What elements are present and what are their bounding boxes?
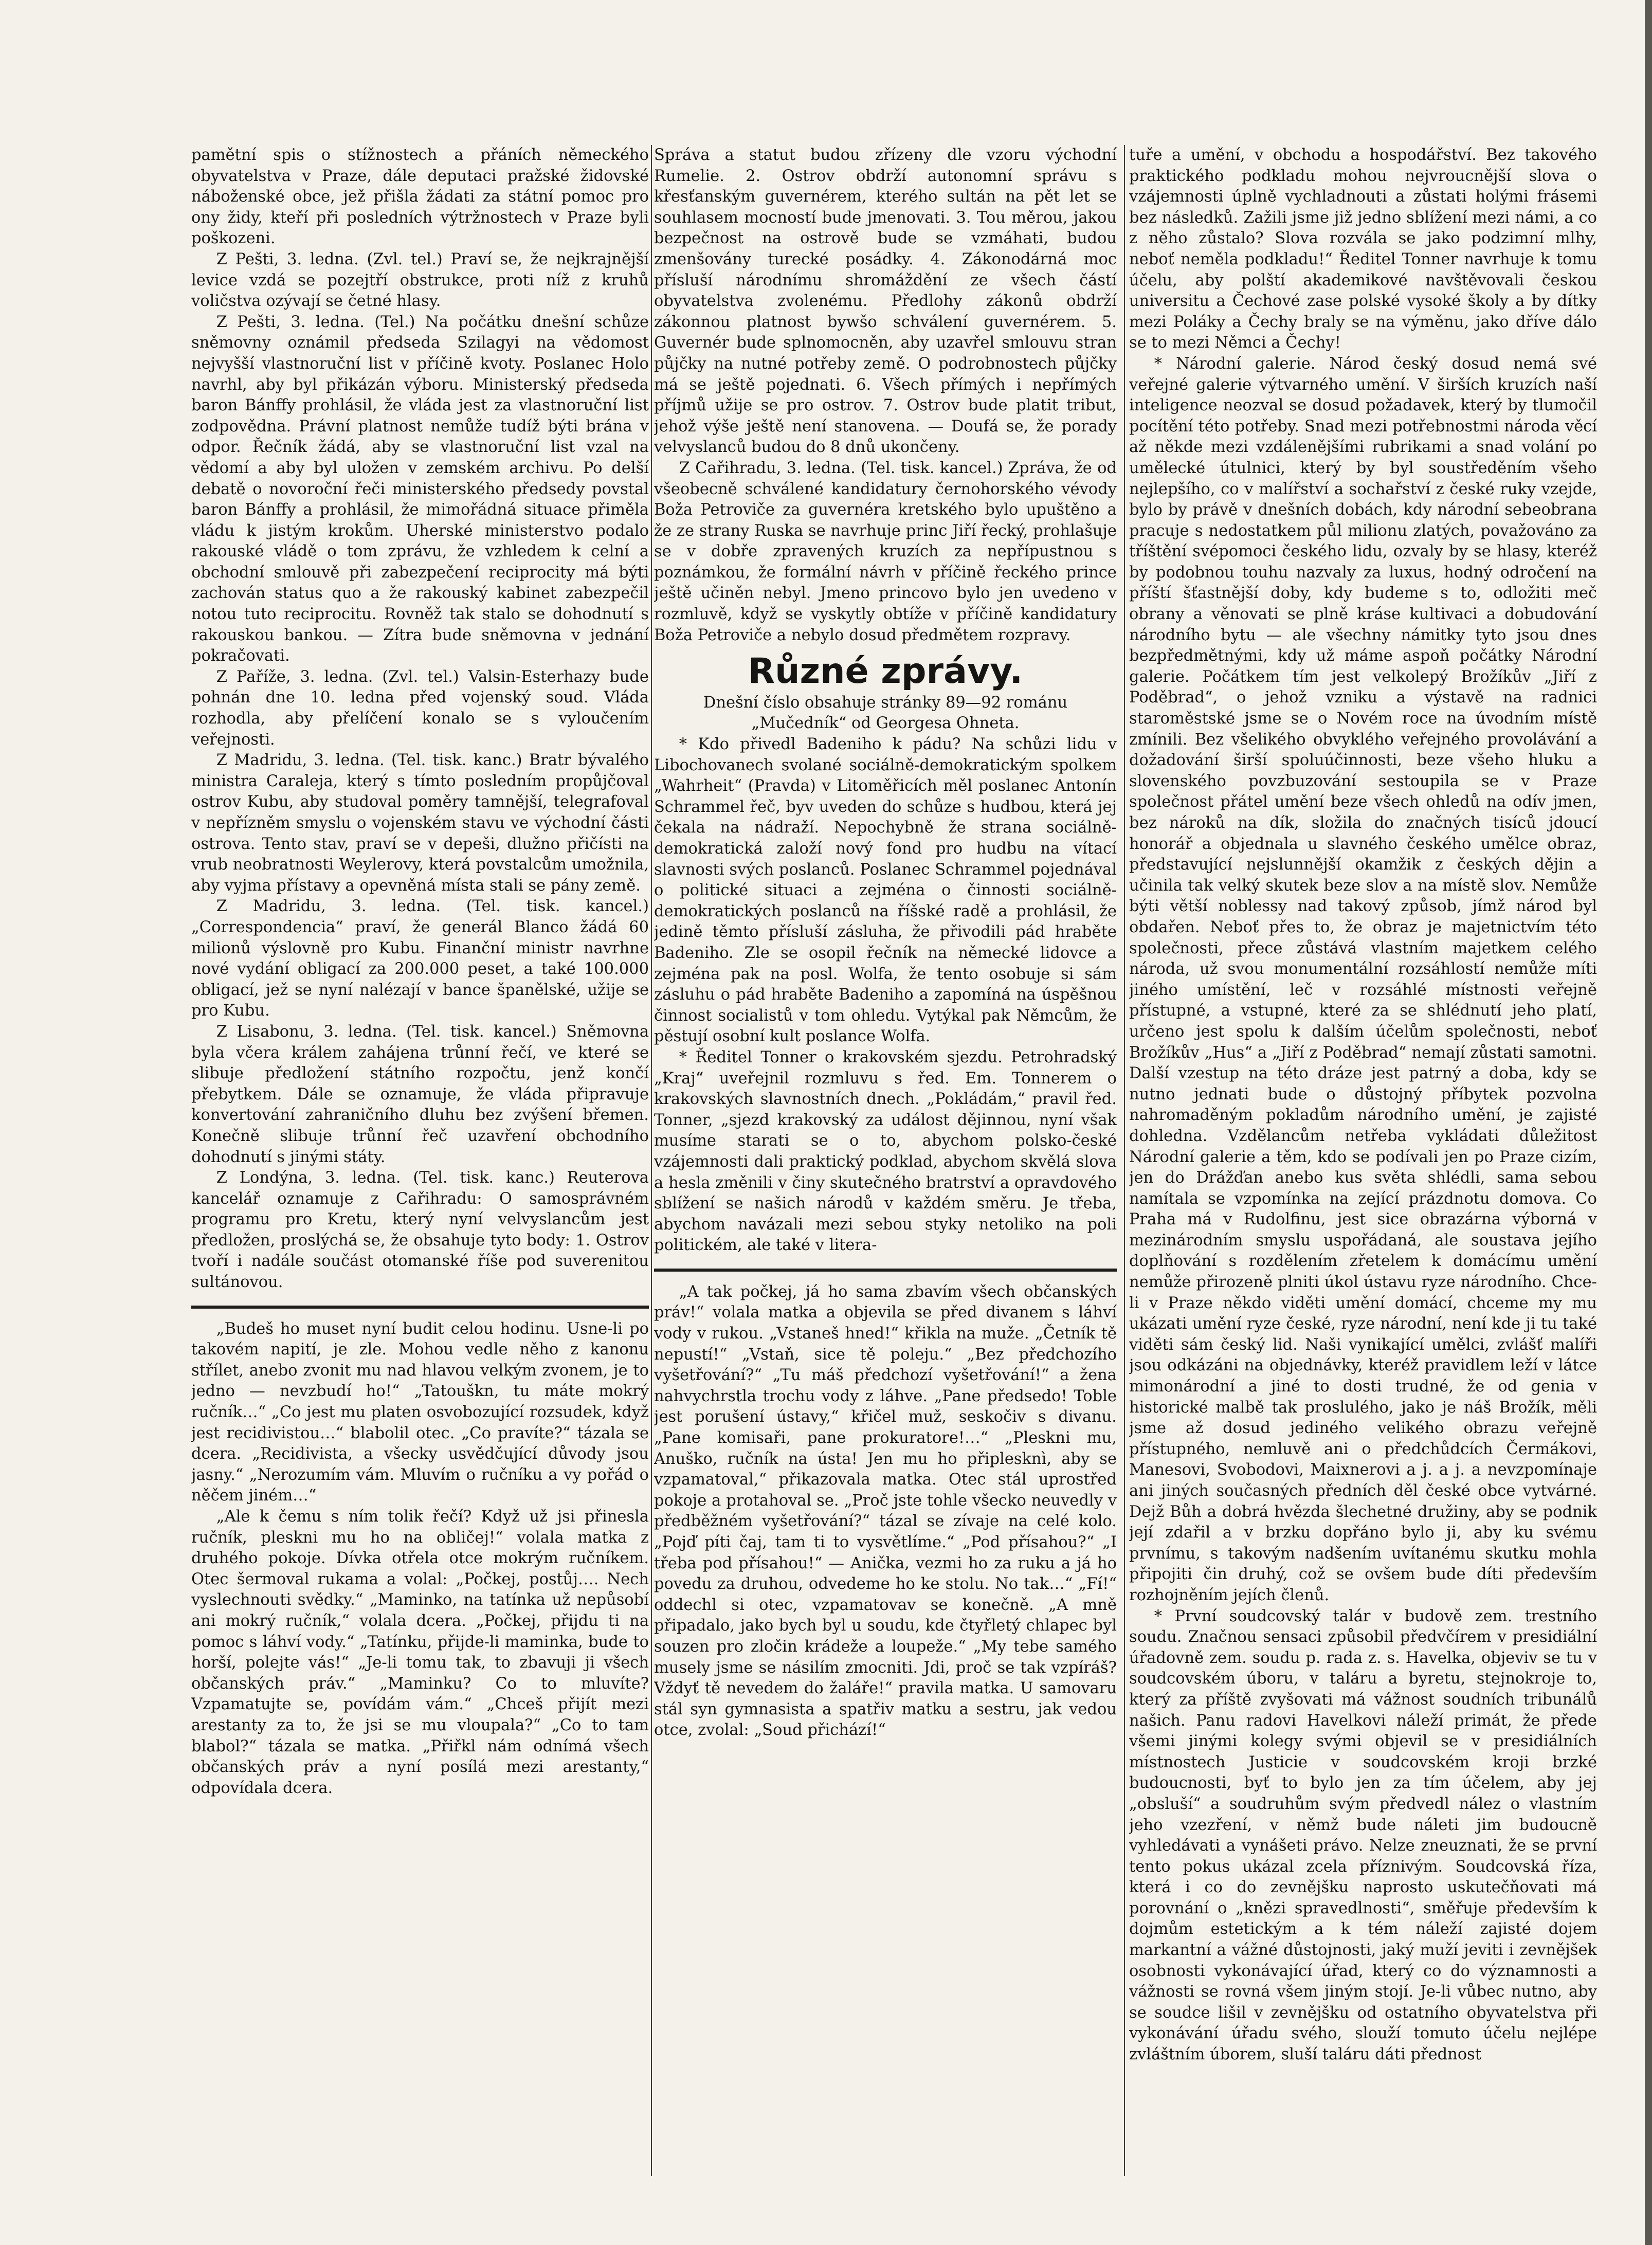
section-heading: Různé zprávy. (748, 651, 1023, 692)
news-tonner: * Ředitel Tonner o krakovském sjezdu. Petrohradský „Kraj“ uveřejnil rozmluvu s řed. Em. Tonnerem o krakovských slavnostních dnech. „Pokládám,“ pravil řed. Tonner, „sjezd krakovský za událost dějinnou, nyní však musíme starati se o to, abychom polsko-české vzájemnosti dali praktický podklad, abychom skvělá slova a hesla změnili v činy skutečného bratrství a opravdového sblížení se našich národů v každém směru. Je třeba, abychom navázali mezi sebou styky netoliko na poli politickém, ale také v litera- (654, 1048, 1117, 1255)
news-tonner-continued: tuře a umění, v obchodu a hospodářství. Bez takového praktického podkladu mohou nejvroucnější slova o vzájemnosti úplně vychladnouti a zůstati holými frásemi bez následků. Zažili jsme již jedno sblížení mezi námi, a co z něho zůstalo? Slova rozvála se jako podzimní mlhy, neboť neměla podkladu!“ Ředitel Tonner navrhuje k tomu účelu, aby polští akademikové navštěvovali českou universitu a Čechové zase polské vysoké školy a by dítky mezi Poláky a Čechy braly se na výměnu, jako dříve dálo se to mezi Němci a Čechy! (1129, 146, 1597, 352)
column-rule-left (651, 145, 652, 2176)
news-pariz: Z Paříže, 3. ledna. (Zvl. tel.) Valsin-Esterhazy bude pohnán dne 10. ledna před vojenský soud. Vláda rozhodla, aby přelíčení konalo se s vyloučením veřejnosti. (191, 667, 649, 749)
column-2 (654, 145, 1117, 2176)
news-madrid-1: Z Madridu, 3. ledna. (Tel. tisk. kanc.) Bratr bývalého ministra Caraleja, který s tímto posledním propůjčoval ostrov Kubu, aby studoval poměry tamnější, telegrafoval v nepřízněm smyslu o vojenském stavu ve východní části ostrova. Tento stav, praví se v depeši, dlužno přičísti na vrub neobratnosti Weylerovy, která povstalcům umožnila, aby vyjma přístavy a opevněná místa stali se pány země. (191, 751, 649, 895)
news-kreta-continued: Správa a statut budou zřízeny dle vzoru východní Rumelie. 2. Ostrov obdrží autonomní správu s křesťanským guvernérem, kterého sultán na pět let se souhlasem mocností bude jmenovati. 3. Tou měrou, jakou bezpečnost na ostrově bude se vzmáhati, budou zmenšovány turecké posádky. 4. Zákonodárná moc přísluší národnímu shromáždění ze všech částí obyvatelstva zvolenému. Předlohy zákonů obdrží zákonnou platnost bywšo schválení guvernérem. 5. Guvernér bude splnomocněn, aby uzavřel smlouvu stran půjčky na nutné potřeby země. O podrobnostech půjčky má se ještě pojednati. 6. Všech přímých i nepřímých příjmů užije se pro ostrov. 7. Ostrov bude platit tribut, jehož výše ještě není stanovena. — Doufá se, že porady velvyslanců budou do 8 dnů ukončeny. (654, 146, 1117, 457)
news-soudcovsky-talar: * První soudcovský talár v budově zem. trestního soudu. Značnou sensaci způsobil předvčírem v presidiální úřadovně zem. soudu p. rada z. s. Havelka, objeviv se tu v soudcovském úboru, v taláru a byretu, stejnokroje to, který za příště zvyšovati má vážnost soudních tribunálů našich. Panu radovi Havelkovi náleží primát, že přede všemi jinými kolegy svými objevil se v presidiálních místnostech Justicie v soudcovském kroji brzké budoucnosti, byť to bylo jen za tím účelem, aby jej „obsluší“ a soudruhům svým předvedl nález o vlastním jeho vzezření, v němž bude náleti jim budoucně vyhledávati a vynášeti právo. Nelze zneuznati, že se první tento pokus ukázal zcela příznivým. Soudcovská říza, která i co do zevnějšku naprosto uskutečňovati má porovnání o „knězi spravedlnosti“, směřuje především k dojmům estetickým a k tém náleží zajisté dojem markantní a vážné důstojnosti, jaký muží jeviti i zevnějšek osobnosti vykonávající úřad, který co do významnosti a vážnosti se rovná všem jiným stojí. Je-li vůbec nutno, aby se soudce lišil v zevnějšku od ostatního obyvatelstva při vykonávání úřadu svého, slouží tomuto účelu nejlépe zvláštním úborem, sluší taláru dáti přednost (1129, 1607, 1597, 2064)
feuilleton-separator (191, 1306, 649, 1309)
column-1 (191, 145, 649, 2176)
news-lisabon: Z Lisabonu, 3. ledna. (Tel. tisk. kancel.) Sněmovna byla včera králem zahájena trůnní řečí, ve které se slibuje předložení státního rozpočtu, jenž končí přebytkem. Dále se oznamuje, že vláda připravuje konvertování zahraničního dluhu bez zvýšení břemen. Konečně slibuje trůnní řeč uzavření obchodního dohodnutí s jinými státy. (191, 1022, 649, 1166)
feuilleton-text-2: „Ale k čemu s ním tolik řečí? Když už jsi přinesla ručník, pleskni mu ho na obličej!“ volala matka z druhého pokoje. Dívka otřela otce mokrým ručníkem. Otec šermoval rukama a volal: „Počkej, postůj…. Nech vyslechnouti svědky.“ „Maminko, na tatínka už nepůsobí ani mokrý ručník,“ volala dcera. „Počkej, přijdu ti na pomoc s láhví vody.“ „Tatínku, přijde-li maminka, bude to horší, polejte vás!“ „Je-li tomu tak, to zbavuji ji všech občanských práv.“ „Maminku? Co to mluvíte? Vzpamatujte se, povídám vám.“ „Chceš přijít mezi arestanty za to, že jsi se mu vloupala?“ „Co to tam blabol?“ tázala se matka. „Přiřkl nám odnímá všech občanských práv a nyní posílá mezi arestanty,“ odpovídala dcera. (191, 1508, 649, 1797)
news-badeni: * Kdo přivedl Badeniho k pádu? Na schůzi lidu v Libochovanech svolané sociálně-demokratickým spolkem „Wahrheit“ (Pravda) v Litoměřicích měl poslanec Antonín Schrammel řeč, byv uveden do schůze s hudbou, která jej čekala na nádraží. Nepochybně že strana sociálně-demokratická založí nový fond pro hudbu na vítací slavnosti svých poslanců. Poslanec Schrammel pojednával o politické situaci a zejména o činnosti sociálně-demokratických poslanců na říšské radě a prohlásil, že jedině těmto přísluší zásluha, že přivodili pád hraběte Badeniho. Zle se osopil řečník na německé lidovce a zejména pak na posl. Wolfa, že tento osobuje si sám zásluhu o pád hraběte Badeniho a zapomíná na úspěšnou činnost socialistů v tom ohledu. Vytýkal pak Němcům, že pěstují osobní kult poslance Wolfa. (654, 735, 1117, 1046)
column-3 (1129, 145, 1597, 2176)
novel-notice: Dnešní číslo obsahuje stránky 89—92 románu „Mučedník“ od Georgesa Ohneta. (703, 693, 1068, 733)
page-edge-shadow (1645, 0, 1652, 2245)
column-rule-right (1124, 145, 1125, 2176)
article-text: pamětní spis o stížnostech a přáních německého obyvatelstva v Praze, dále deputaci pražské židovské náboženské obce, jež přišla žádati za státní pomoc pro ony židy, kteří při posledních výtržnostech v Praze byli poškozeni. (191, 146, 649, 248)
news-londyn: Z Londýna, 3. ledna. (Tel. tisk. kanc.) Reuterova kancelář oznamuje z Cařihradu: O samosprávném programu pro Kretu, který nyní velvyslancům jest předložen, proslýchá se, že obsahuje tyto body: 1. Ostrov tvoří i nadále součást otomanské říše pod suverenitou sultánovou. (191, 1169, 649, 1292)
news-carihrad: Z Cařihradu, 3. ledna. (Tel. tisk. kancel.) Zpráva, že od všeobecně schválené kandidatury černohorského vévody Boža Petroviče za guvernéra kretského bylo upuštěno a že ze strany Ruska se navrhuje princ Jiří řecký, prohlašuje se v dobře zpravených kruzích za nepřípustnou s poznámkou, že formální návrh v příčině řeckého prince ještě učiněn nebyl. Jmeno princovo bylo jen uvedeno v rozmluvě, když se vyskytly obtíže v příčině kandidatury Boža Petroviče a nebylo dosud předmětem rozpravy. (654, 459, 1117, 644)
feuilleton-text-3: „A tak počkej, já ho sama zbavím všech občanských práv!“ volala matka a objevila se před divanem s láhví vody v rukou. „Vstaneš hned!“ křikla na muže. „Četník tě nepustí!“ „Vstaň, sice tě poleju.“ „Bez předchozího vyšetřování?“ „Tu máš předchozí vyšetřování!“ a žena nahvychrstla trochu vody z láhve. „Pane předsedo! Toble jest porušení ústavy,“ křičel muž, seskočiv s divanu. „Pane komisaři, pane prokuratore!…“ „Pleskni mu, Anuško, ručník na ústa! Jen mu ho připlesknì, aby se vzpamatoval,“ přikazovala matka. Otec stál uprostřed pokoje a protahoval se. „Proč jste tohle všecko neuvedly v předběžném vyšetřování?“ tázal se zívaje na celé kolo. „Pojď píti čaj, tam ti to vysvětlíme.“ „Pod přísahou?“ „I třeba pod přísahou!“ — Anička, vezmi ho za ruku a já ho povedu za druhou, odvedeme ho ke stolu. No tak…“ „Fí!“ oddechl si otec, vzpamatovav se konečně. „A mně připadalo, jako bych byl u soudu, kde čtyřletý chlapec byl souzen pro zločin krádeže a loupeže.“ „My tebe samého musely jsme se násilím zmocniti. Jdi, proč se tak vzpíráš? Vždyť tě nevedem do žaláře!“ pravila matka. U samovaru stál syn gymnasista a spatřiv matku a sestru, jak vedou otce, zvolal: „Soud přichází!“ (654, 1282, 1117, 1740)
feuilleton-separator-2 (654, 1269, 1117, 1272)
news-pest-2: Z Pešti, 3. ledna. (Tel.) Na počátku dnešní schůze sněmovny oznámil předseda Szilagyi na vědomost nejvyšší vlastnoruční list v příčině kvoty. Poslanec Holo navrhl, aby byl přikázán výboru. Ministerský předseda baron Bánffy prohlásil, že vláda jest za vlastnoruční list zodpovědna. Právní platnost nemůže tudíž býti brána v odpor. Řečník žádá, aby se vlastnoruční list vzal na vědomí a aby byl uložen v zemském archivu. Po delší debatě o novoroční řeči ministerského předsedy povstal baron Bánffy a prohlásil, že mimořádná situace přiměla vládu k jistým krokům. Uherské ministerstvo podalo rakouské vládě o tom zprávu, že vzhledem k celní a obchodní smlouvě při zabezpečení reciprocity má býti zachován status quo a že rakouský kabinet zabezpečil notou tuto reciprocitu. Rovněž tak stalo se dohodnutí s rakouskou bankou. — Zítra bude sněmovna v jednání pokračovati. (191, 313, 649, 665)
news-narodni-galerie: * Národní galerie. Národ český dosud nemá své veřejné galerie výtvarného umění. V širších kruzích naší inteligence neozval se dosud požadavek, který by tlumočil pocítění této potřeby. Snad mezi potřebnostmi národa věcí až někde mezi vzdálenějšími rubrikami a snad volání po umělecké útulnici, který by byl soustředěním všeho nejlepšího, co v malířství a sochařství z české ruky vzejde, bylo by právě v dnešních dobách, kdy národní sebeobrana pracuje s nedostatkem půl milionu zlatých, považováno za tříštění svépomoci českého lidu, ozvaly by se hlasy, kteréž by podobnou touhu nazvaly za luxus, hodný odročení na příští šťastnější doby, kdy budeme s to, odložiti meč obrany a věnovati se plně kráse kultivaci a dobudování národního bytu — ale všechny námitky tyto jsou dnes bezpředmětnými, kdy už máme aspoň počátky Národní galerie. Počátkem tím jest velkolepý Brožíkův „Jiří z Poděbrad“, o jehož vzniku a výstavě na radnici staroměstské jsme se o Novém roce na úvodním místě zmínili. Bez všelikého obvyklého veřejného provolávání a dožadování širší spoluúčinnosti, beze všeho hluku a slovenského povzbuzování sestoupila se v Praze společnost přátel umění beze všech ohledů na odív jmen, bez nároků na dík, složila do značných tisíců jdoucí honorář a objednala u slavného českého umělce obraz, představující nejslunnější okamžik z českých dějin a učinila tak velký skutek beze slov a na místě slov. Nemůže býti větší noblessy nad takový způsob, jímž národ byl obdařen. Neboť přes to, že obraz je majetnictvím této společnosti, přece zůstává vlastním majetkem celého národa, už svou monumentální rozsáhlostí nemůže míti jiného umístění, leč v rozsáhlé místnosti veřejně přístupné, a vstupné, které za se shlédnutí jeho platí, určeno jest spolu k dalším účelům společnosti, neboť Brožíkův „Hus“ a „Jiří z Poděbrad“ nemají zůstati samotni. Další vzestup na této dráze jest patrný a doba, kdy se nutno jednati bude o důstojný příbytek pozvolna nahromaděným pokladům národního umění, je zajisté dohledna. Vzdělancům netřeba vykládati důležitost Národní galerie a těm, kdo se podívali jen po Praze cizím, jen do Drážďan anebo kus světa shlédli, sama sebou namítala se vzpomínka na zející prázdnotu domova. Co Praha má v Rudolfinu, jest sice obrazárna výborná v mezinárodním smyslu uspořádaná, ale soustava jejího doplňování s rozdělením zřetelem k domácímu umění nemůže přirozeně plniti úkol ústavu ryze národního. Chce-li v Praze někdo viděti umění domácí, chceme my mu ukázati umění ryze české, ryze národní, není kde ji tu také viděti sám český lid. Naši vynikající umělci, zvlášť malíři jsou odkázáni na objednávky, kteréž pravidlem leží v látce mimonárodní a jiné to dosti trudné, že od genia v historické malbě tak proslulého, jako je náš Brožík, měli jsme až dosud jediného velikého obrazu veřejně přístupného, nemluvě ani o předchůdcích Čermákovi, Manesovi, Svobodovi, Maixnerovi a j. a j. a nevzpomínaje ani jiných současných předních děl české obce vytvárné. Dejž Bůh a dobrá hvězda šlechetné družiny, aby se podnik její zdařil a v brzku dopřáno bylo ji, aby ku svému prvnímu, s takovým nadšením uvítanému skutku mohla připojiti čin druhý, což se ovšem bude díti především rozhojněním jejích členů. (1129, 354, 1597, 1604)
news-pest-1: Z Pešti, 3. ledna. (Zvl. tel.) Praví se, že nejkrajnější levice vzdá se pozejtří obstrukce, proti níž z kruhů voličstva ozývají se četné hlasy. (191, 250, 649, 311)
news-madrid-2: Z Madridu, 3. ledna. (Tel. tisk. kancel.) „Correspondencia“ praví, že generál Blanco žádá 60 milionů výslovně pro Kubu. Finanční ministr navrhne nové vydání obligací za 200.000 peset, a také 100.000 obligací, jež se nyní nalézají v bance španělské, užije se pro Kubu. (191, 897, 649, 1020)
feuilleton-text: „Budeš ho muset nyní budit celou hodinu. Usne-li po takovém napití, je zle. Mohou vedle něho z kanonu střílet, anebo zvonit mu nad hlavou velkým zvonem, je to jedno — nevzbudí ho!“ „Tatouškn, tu máte mokrý ručník…“ „Co jest mu platen osvobozující rozsudek, když jest recidivistou…“ blabolil otec. „Co pravíte?“ tázala se dcera. „Recidivista, a všecky usvědčující důvody jsou jasny.“ „Nerozumím vám. Mluvím o ručníku a vy pořád o něčem jiném…“ (191, 1319, 649, 1505)
